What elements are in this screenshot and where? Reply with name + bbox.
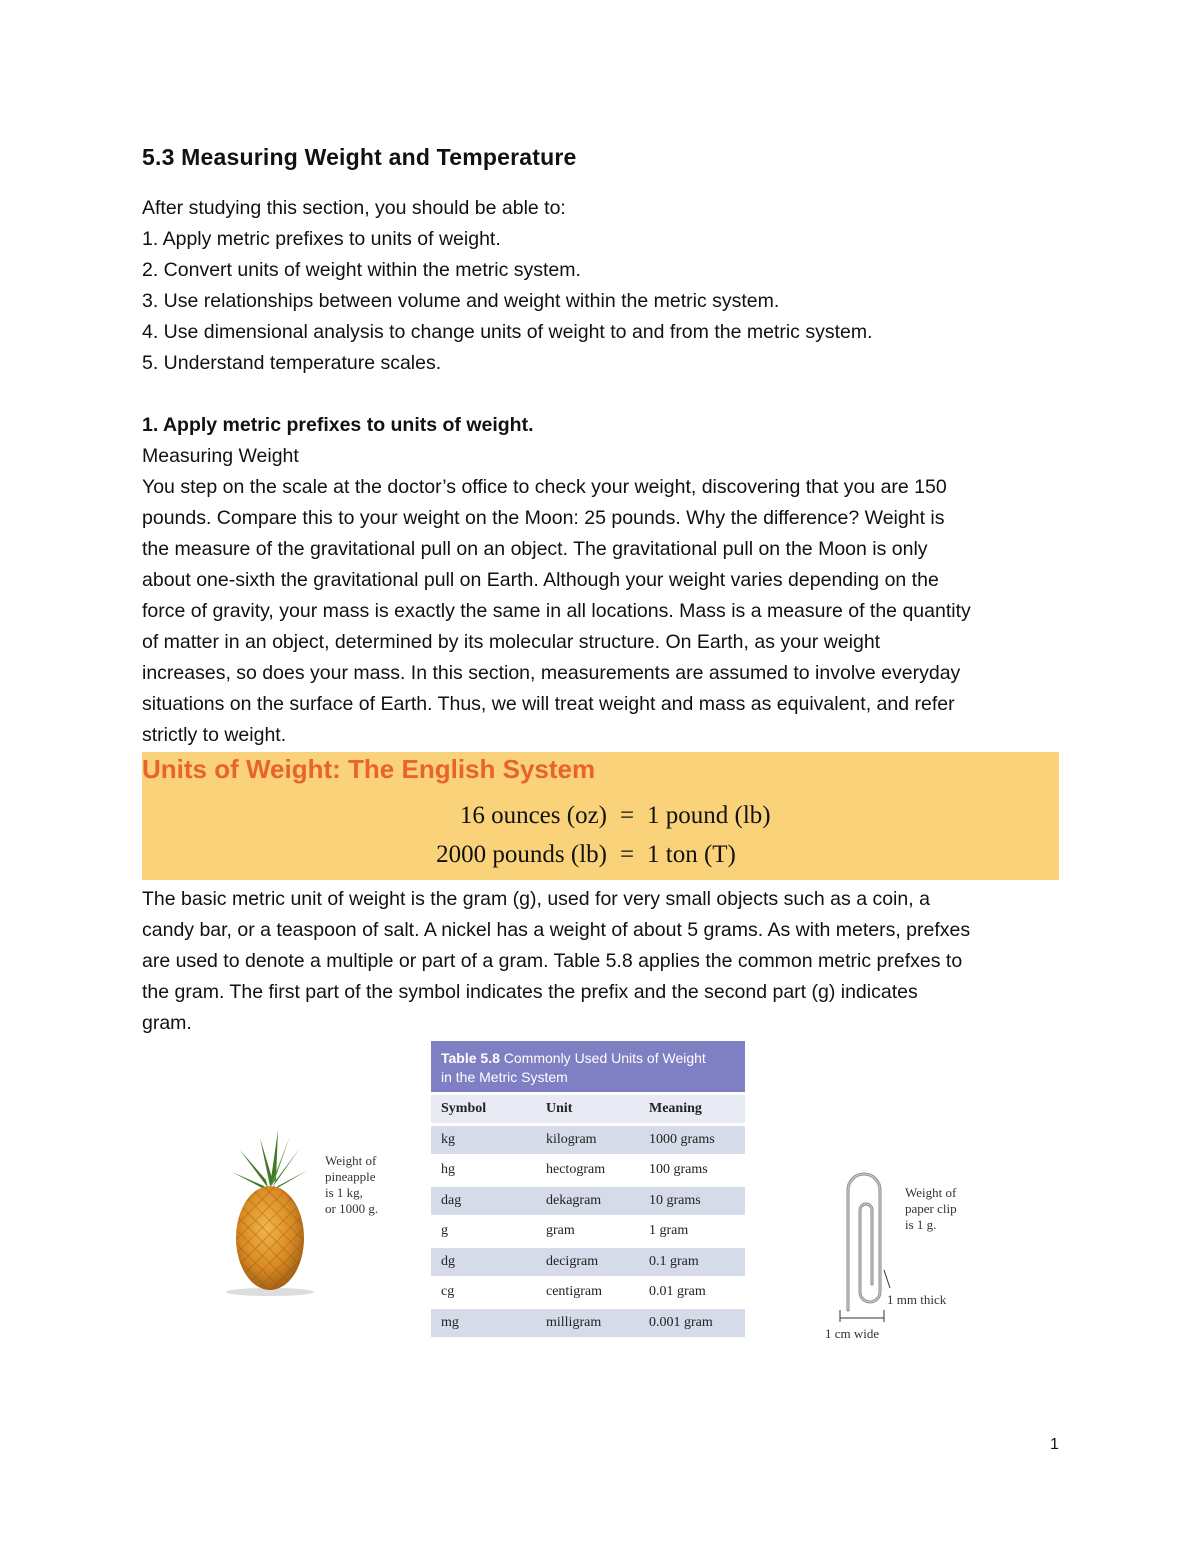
equation-rhs: 1 ton (T) [647,841,736,868]
paragraph1-line: situations on the surface of Earth. Thus, we will treat weight and mass as equivalent, and refer [142,693,955,715]
paragraph2-line: are used to denote a multiple or part of a gram. Table 5.8 applies the common metric prefxes to [142,950,963,972]
cell-meaning: 100 grams [649,1162,708,1177]
paragraph1-line: of matter in an object, determined by its molecular structure. On Earth, as your weight [142,631,881,653]
cell-symbol: hg [441,1162,455,1177]
cell-unit: kilogram [546,1132,597,1147]
paragraph1-line: strictly to weight. [142,724,287,746]
table-caption-line2: in the Metric System [441,1069,568,1085]
cell-symbol: cg [441,1284,455,1299]
table-row [431,1187,745,1215]
cell-symbol: kg [441,1132,455,1147]
table-row [431,1126,745,1154]
paragraph1-line: about one-sixth the gravitational pull on Earth. Although your weight varies depending on the [142,569,939,591]
table-number: Table 5.8 [441,1050,500,1066]
page-number: 1 [1050,1436,1059,1453]
equals-sign: = [619,841,635,868]
table-row [431,1309,745,1337]
objective-3: 3. Use relationships between volume and weight within the metric system. [142,290,780,312]
paper-clip-caption [905,1185,957,1233]
cell-symbol: dg [441,1254,455,1269]
pineapple-illustration [220,1128,320,1296]
english-units-box [142,752,1059,880]
caption-line: paper clip [905,1201,957,1216]
cell-meaning: 10 grams [649,1193,701,1208]
cell-unit: dekagram [546,1193,602,1208]
equation-ounces-pound [382,802,771,830]
caption-line: is 1 kg, [325,1185,363,1200]
intro-text: After studying this section, you should be able to: [142,197,566,219]
paragraph2-line: candy bar, or a teaspoon of salt. A nickel has a weight of about 5 grams. As with meters, prefxes [142,919,971,941]
cell-meaning: 1 gram [649,1223,689,1238]
header-symbol: Symbol [441,1101,487,1116]
cell-unit: hectogram [546,1162,606,1177]
cell-meaning: 0.001 gram [649,1315,713,1330]
subsection-heading: 1. Apply metric prefixes to units of weight. [142,414,534,436]
cell-unit: decigram [546,1254,599,1269]
paragraph1-line: force of gravity, your mass is exactly the same in all locations. Mass is a measure of the quantity [142,600,971,622]
objective-2: 2. Convert units of weight within the metric system. [142,259,581,281]
paragraph1-line: increases, so does your mass. In this section, measurements are assumed to involve everyday [142,662,961,684]
paragraph1-line: You step on the scale at the doctor’s office to check your weight, discovering that you are 150 [142,476,947,498]
cell-meaning: 1000 grams [649,1132,715,1147]
section-title: 5.3 Measuring Weight and Temperature [142,144,577,170]
paragraph2-line: the gram. The first part of the symbol indicates the prefix and the second part (g) indicates [142,981,918,1003]
cell-meaning: 0.01 gram [649,1284,706,1299]
table-row [431,1248,745,1276]
equation-pounds-ton [382,841,736,869]
equation-rhs: 1 pound (lb) [647,802,771,829]
caption-line: Weight of [905,1185,957,1200]
paragraph1-line: pounds. Compare this to your weight on the Moon: 25 pounds. Why the difference? Weight is [142,507,945,529]
objective-1: 1. Apply metric prefixes to units of weight. [142,228,501,250]
paragraph2-line: gram. [142,1012,192,1034]
header-meaning: Meaning [649,1101,702,1116]
caption-line: or 1000 g. [325,1201,379,1216]
cell-meaning: 0.1 gram [649,1254,699,1269]
table-caption [431,1041,745,1092]
equals-sign: = [619,802,635,829]
header-unit: Unit [546,1101,573,1116]
equation-lhs: 2000 pounds (lb) [436,841,607,868]
table-caption-line1: Commonly Used Units of Weight [503,1050,706,1066]
cell-unit: gram [546,1223,575,1238]
caption-line: is 1 g. [905,1217,937,1232]
cell-unit: milligram [546,1315,602,1330]
pineapple-caption [325,1153,378,1217]
table-row [431,1156,745,1184]
paragraph2-line: The basic metric unit of weight is the gram (g), used for very small objects such as a coin, a [142,888,930,910]
table-header-row [431,1095,745,1123]
cell-symbol: g [441,1223,448,1238]
caption-line: Weight of [325,1153,377,1168]
caption-line: pineapple [325,1169,376,1184]
cell-unit: centigram [546,1284,602,1299]
paragraph1-line: the measure of the gravitational pull on an object. The gravitational pull on the Moon is only [142,538,928,560]
subsection-subtitle: Measuring Weight [142,445,299,467]
table-row [431,1278,745,1306]
cell-symbol: mg [441,1315,459,1330]
table-row [431,1217,745,1245]
objective-4: 4. Use dimensional analysis to change units of weight to and from the metric system. [142,321,873,343]
english-units-title: Units of Weight: The English System [142,754,596,784]
equation-lhs: 16 ounces (oz) [459,802,607,829]
paper-clip-width-label: 1 cm wide [825,1326,880,1341]
paper-clip-thickness-label: 1 mm thick [887,1292,947,1307]
objective-5: 5. Understand temperature scales. [142,352,442,374]
cell-symbol: dag [441,1193,462,1208]
